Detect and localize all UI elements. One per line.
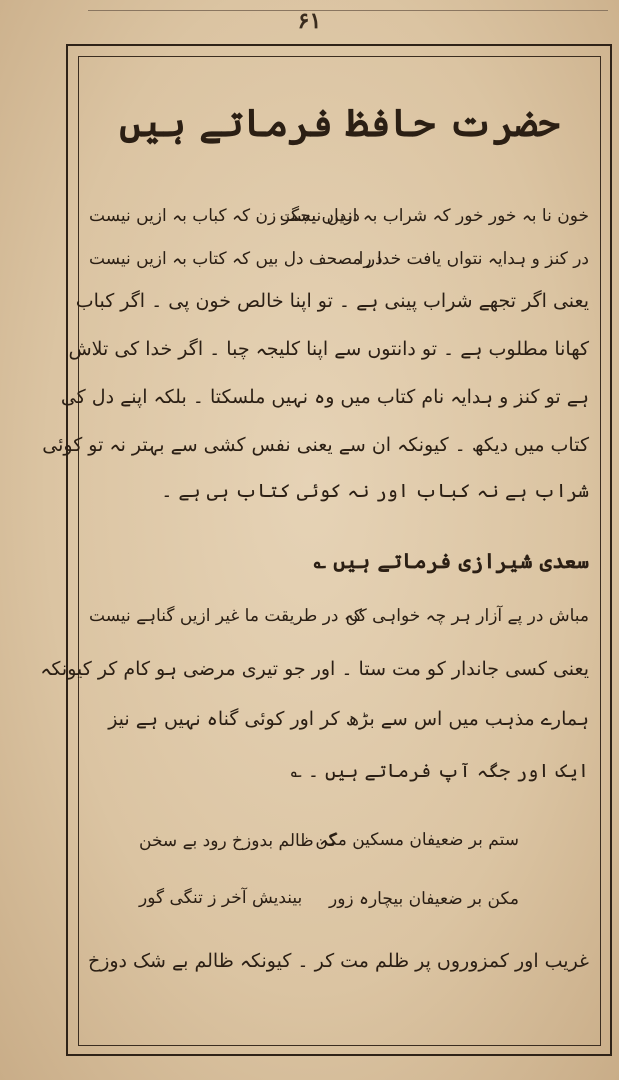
final-couplet-2-second: بیندیش آخر ز تنگی گور <box>139 888 303 908</box>
page-number: ۶۱ <box>297 8 322 34</box>
hafiz-commentary-line: کتاب میں دیکھ ۔ کیونکہ ان سے یعنی نفس کشی سے بہتر نہ تو کوئی <box>42 434 589 456</box>
hafiz-couplet-1-second: دنداں بجگر زن کہ کباب بہ ازیں نیست <box>89 206 360 226</box>
page-title: حضرت حافظ فرماتے ہیں <box>119 100 560 145</box>
saadi-couplet <box>89 605 589 631</box>
hafiz-commentary-line: یعنی اگر تجھے شراب پینی ہے ۔ تو اپنا خالص خون پی ۔ اگر کباب <box>75 290 589 312</box>
hafiz-couplet-1 <box>89 205 589 231</box>
saadi-couplet-second: کہ در طریقت ما غیر ازیں گناہے نیست <box>89 606 362 626</box>
final-couplet-2 <box>89 888 589 914</box>
hafiz-couplet-2-first: در کنز و ہدایہ نتواں یافت خدا را <box>358 249 589 269</box>
page-content <box>40 60 597 1042</box>
hafiz-commentary-line: ہے تو کنز و ہدایہ نام کتاب میں وہ نہیں ملسکتا ۔ بلکہ اپنے دل کی <box>60 386 589 408</box>
hafiz-couplet-2 <box>89 248 589 274</box>
hafiz-couplet-1-first: خون نا بہ خور خور کہ شراب بہ ازیں نیست <box>279 206 589 226</box>
saadi-commentary-line: ہمارے مذہب میں اس سے بڑھ کر اور کوئی گناہ نہیں ہے نیز <box>108 708 589 730</box>
hafiz-commentary-line: کھانا مطلوب ہے ۔ تو دانتوں سے اپنا کلیجہ چبا ۔ اگر خدا کی تلاش <box>68 338 589 360</box>
hafiz-couplet-2-second: در مصحف دل بیں کہ کتاب بہ ازیں نیست <box>89 249 383 269</box>
saadi-commentary-line: ایک اور جگہ آپ فرماتے ہیں ۔ ؎ <box>290 760 589 782</box>
saadi-heading: سعدی شیرازی فرماتے ہیں ؎ <box>313 548 589 573</box>
final-couplet-1-first: ستم بر ضعیفان مسکین مکن <box>315 830 519 850</box>
final-couplet-1-second: کہ ظالم بدوزخ رود بے سخن <box>139 831 338 851</box>
final-commentary-line: غریب اور کمزوروں پر ظلم مت کر ۔ کیونکہ ظالم بے شک دوزخ <box>87 950 589 972</box>
final-couplet-2-first: مکن بر ضعیفان بیچارہ زور <box>328 889 519 909</box>
hafiz-commentary-line: شراب ہے نہ کباب اور نہ کوئی کتاب ہی ہے ۔ <box>161 480 589 502</box>
saadi-couplet-first: مباش در پے آزار ہر چہ خواہی کن <box>345 606 589 626</box>
saadi-commentary-line: یعنی کسی جاندار کو مت ستا ۔ اور جو تیری مرضی ہو کام کر کیونکہ <box>40 658 589 680</box>
final-couplet-1 <box>89 830 589 856</box>
